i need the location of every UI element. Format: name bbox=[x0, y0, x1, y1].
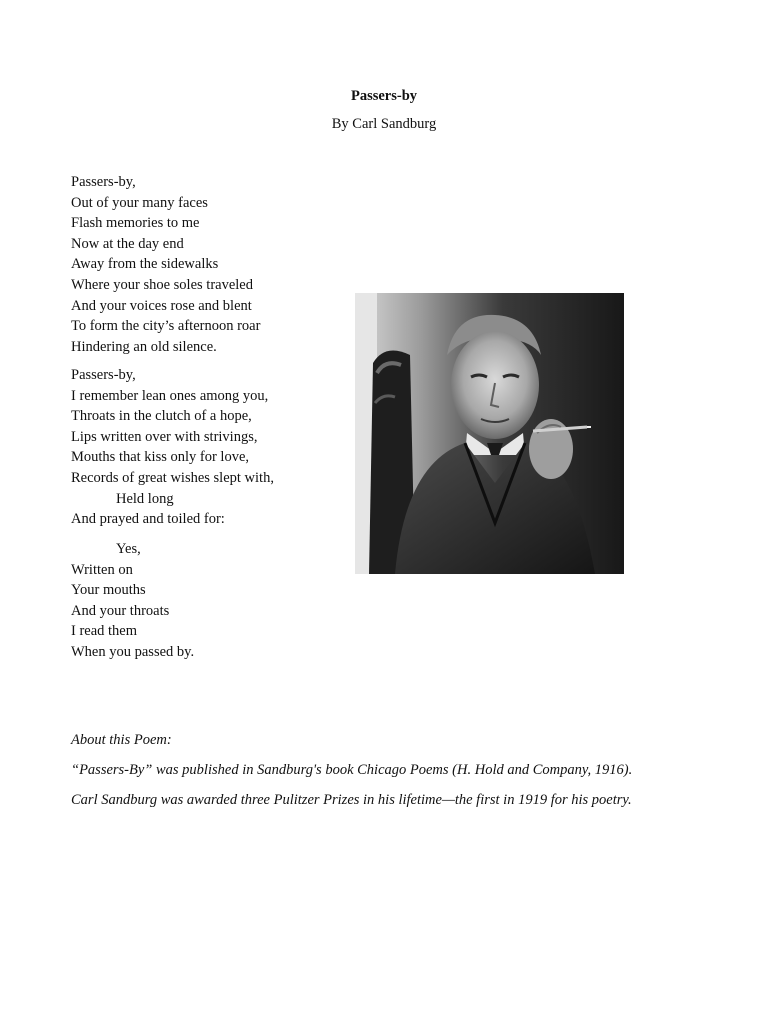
poem-line: When you passed by. bbox=[71, 643, 195, 660]
poem-line: Lips written over with strivings, bbox=[71, 428, 258, 445]
about-publication-note: “Passers-By” was published in Sandburg's book Chicago Poems (H. Hold and Company, 1916). bbox=[71, 762, 633, 778]
poem-line: Away from the sidewalks bbox=[71, 256, 219, 273]
poem-line-indented: Held long bbox=[116, 490, 174, 507]
about-heading: About this Poem: bbox=[71, 732, 172, 748]
poem-title: Passers-by bbox=[350, 88, 418, 104]
poem-line: And your throats bbox=[71, 602, 170, 619]
poem-stanza bbox=[71, 365, 361, 530]
poem-line: Mouths that kiss only for love, bbox=[71, 449, 250, 466]
poem-line: I read them bbox=[71, 623, 138, 640]
poem-line: To form the city’s afternoon roar bbox=[71, 318, 261, 335]
poem-stanza bbox=[71, 539, 361, 663]
poem-line: Out of your many faces bbox=[71, 194, 208, 211]
poem-author: By Carl Sandburg bbox=[331, 116, 437, 132]
poem-line: Your mouths bbox=[71, 582, 146, 599]
author-portrait-photo bbox=[355, 293, 624, 574]
poem-line: Records of great wishes slept with, bbox=[71, 469, 274, 486]
poem-stanza bbox=[71, 172, 361, 357]
poem-line: Written on bbox=[71, 561, 133, 578]
poem-line: Throats in the clutch of a hope, bbox=[71, 408, 252, 425]
poem-line-indented: Yes, bbox=[116, 541, 141, 557]
poem-line: I remember lean ones among you, bbox=[71, 387, 269, 404]
poem-line: Passers-by, bbox=[71, 367, 136, 383]
poem-line: Hindering an old silence. bbox=[71, 338, 217, 355]
poem-line: Where your shoe soles traveled bbox=[71, 276, 253, 293]
poem-line: Flash memories to me bbox=[71, 215, 200, 232]
poem-line: Now at the day end bbox=[71, 235, 184, 252]
poem-line: And your voices rose and blent bbox=[71, 297, 252, 314]
poem-line: Passers-by, bbox=[71, 174, 136, 190]
about-pulitzer-note: Carl Sandburg was awarded three Pulitzer Prizes in his lifetime—the first in 1919 for his poetry. bbox=[71, 792, 632, 808]
poem-line: And prayed and toiled for: bbox=[71, 511, 225, 528]
